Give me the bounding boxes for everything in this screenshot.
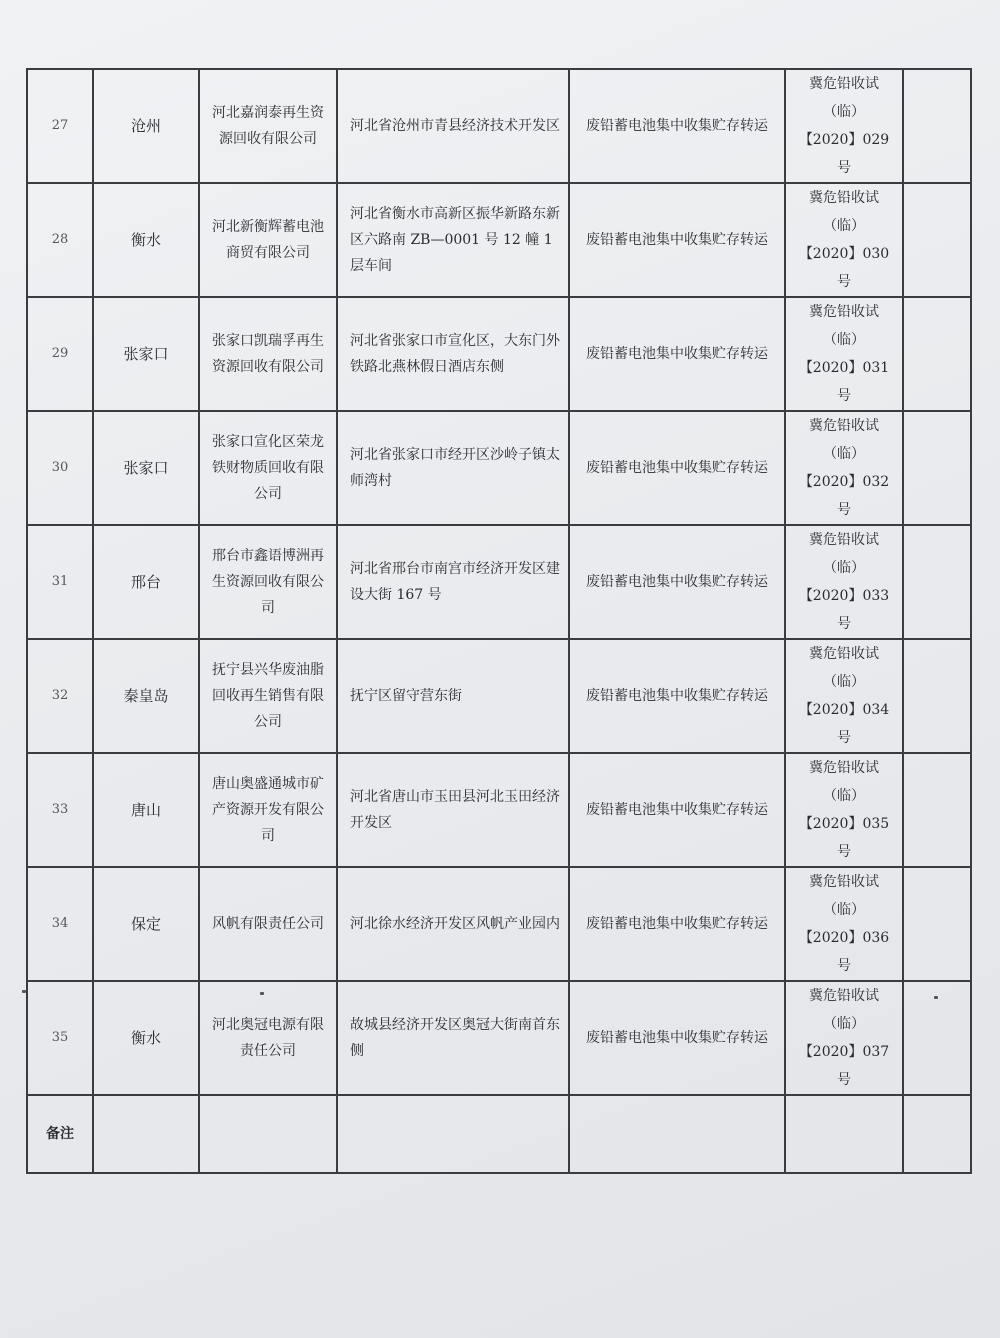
- permit-line-2: 【2020】034 号: [798, 702, 890, 746]
- remark-cell: [337, 1095, 569, 1173]
- permit-line-1: 冀危铅收试（临）: [809, 532, 879, 576]
- row-city: 沧州: [93, 69, 199, 183]
- row-address: 河北省衡水市高新区振华新路东新区六路南 ZB—0001 号 12 幢 1 层车间: [337, 183, 569, 297]
- permit-line-1: 冀危铅收试（临）: [809, 190, 879, 234]
- paper-speck: [934, 996, 938, 999]
- row-scope: 废铅蓄电池集中收集贮存转运: [569, 183, 785, 297]
- permit-line-1: 冀危铅收试（临）: [809, 76, 879, 120]
- row-city: 衡水: [93, 981, 199, 1095]
- row-permit: [785, 867, 903, 981]
- row-address: 河北省邢台市南宫市经济开发区建设大街 167 号: [337, 525, 569, 639]
- table-row: [27, 867, 971, 981]
- row-address: 河北省沧州市青县经济技术开发区: [337, 69, 569, 183]
- row-company: 风帆有限责任公司: [199, 867, 337, 981]
- row-permit: [785, 639, 903, 753]
- row-blank-cell: [903, 69, 971, 183]
- row-company: 张家口宣化区荣龙铁财物质回收有限公司: [199, 411, 337, 525]
- row-number: 34: [27, 867, 93, 981]
- row-city: 保定: [93, 867, 199, 981]
- table-row: [27, 525, 971, 639]
- row-scope: 废铅蓄电池集中收集贮存转运: [569, 867, 785, 981]
- row-scope: 废铅蓄电池集中收集贮存转运: [569, 297, 785, 411]
- row-address: 河北省张家口市经开区沙岭子镇太师湾村: [337, 411, 569, 525]
- row-city: 张家口: [93, 411, 199, 525]
- row-scope: 废铅蓄电池集中收集贮存转运: [569, 981, 785, 1095]
- row-scope: 废铅蓄电池集中收集贮存转运: [569, 525, 785, 639]
- row-number: 28: [27, 183, 93, 297]
- permit-line-2: 【2020】033 号: [798, 588, 890, 632]
- row-scope: 废铅蓄电池集中收集贮存转运: [569, 639, 785, 753]
- table-row: [27, 183, 971, 297]
- row-permit: [785, 981, 903, 1095]
- row-city: 唐山: [93, 753, 199, 867]
- row-city: 邢台: [93, 525, 199, 639]
- row-permit: [785, 183, 903, 297]
- row-scope: 废铅蓄电池集中收集贮存转运: [569, 411, 785, 525]
- row-company: 唐山奥盛通城市矿产资源开发有限公司: [199, 753, 337, 867]
- permit-line-1: 冀危铅收试（临）: [809, 988, 879, 1032]
- row-number: 29: [27, 297, 93, 411]
- table-row: [27, 297, 971, 411]
- permit-line-2: 【2020】036 号: [798, 930, 890, 974]
- table-row: [27, 639, 971, 753]
- row-company: 抚宁县兴华废油脂回收再生销售有限公司: [199, 639, 337, 753]
- row-permit: [785, 411, 903, 525]
- row-address: 河北省唐山市玉田县河北玉田经济开发区: [337, 753, 569, 867]
- row-blank-cell: [903, 297, 971, 411]
- row-scope: 废铅蓄电池集中收集贮存转运: [569, 69, 785, 183]
- row-permit: [785, 525, 903, 639]
- row-company: 张家口凯瑞孚再生资源回收有限公司: [199, 297, 337, 411]
- row-company: 河北奥冠电源有限责任公司: [199, 981, 337, 1095]
- permit-line-1: 冀危铅收试（临）: [809, 646, 879, 690]
- permit-line-2: 【2020】029 号: [798, 132, 890, 176]
- row-number: 31: [27, 525, 93, 639]
- row-address: 河北徐水经济开发区风帆产业园内: [337, 867, 569, 981]
- permit-line-1: 冀危铅收试（临）: [809, 874, 879, 918]
- row-blank-cell: [903, 639, 971, 753]
- table-row: [27, 981, 971, 1095]
- table-row: [27, 69, 971, 183]
- table-row: [27, 753, 971, 867]
- paper-speck: [260, 992, 264, 995]
- remark-cell: [569, 1095, 785, 1173]
- permit-line-1: 冀危铅收试（临）: [809, 418, 879, 462]
- permit-line-2: 【2020】035 号: [798, 816, 890, 860]
- row-number: 32: [27, 639, 93, 753]
- row-number: 27: [27, 69, 93, 183]
- remark-cell: [199, 1095, 337, 1173]
- row-address: 抚宁区留守营东街: [337, 639, 569, 753]
- row-permit: [785, 297, 903, 411]
- permit-line-1: 冀危铅收试（临）: [809, 760, 879, 804]
- paper-speck: [22, 990, 26, 993]
- row-blank-cell: [903, 753, 971, 867]
- permit-line-2: 【2020】032 号: [798, 474, 890, 518]
- row-blank-cell: [903, 411, 971, 525]
- row-blank-cell: [903, 183, 971, 297]
- row-permit: [785, 69, 903, 183]
- permit-line-2: 【2020】031 号: [798, 360, 890, 404]
- row-company: 河北嘉润泰再生资源回收有限公司: [199, 69, 337, 183]
- remark-cell: [785, 1095, 903, 1173]
- row-city: 张家口: [93, 297, 199, 411]
- row-number: 30: [27, 411, 93, 525]
- remark-cell: [903, 1095, 971, 1173]
- row-city: 衡水: [93, 183, 199, 297]
- row-number: 35: [27, 981, 93, 1095]
- row-blank-cell: [903, 867, 971, 981]
- row-permit: [785, 753, 903, 867]
- row-company: 河北新衡辉蓄电池商贸有限公司: [199, 183, 337, 297]
- row-address: 河北省张家口市宣化区，大东门外铁路北燕林假日酒店东侧: [337, 297, 569, 411]
- row-blank-cell: [903, 525, 971, 639]
- row-city: 秦皇岛: [93, 639, 199, 753]
- remark-row: [27, 1095, 971, 1173]
- row-scope: 废铅蓄电池集中收集贮存转运: [569, 753, 785, 867]
- row-address: 故城县经济开发区奥冠大街南首东侧: [337, 981, 569, 1095]
- permit-line-1: 冀危铅收试（临）: [809, 304, 879, 348]
- row-company: 邢台市鑫语博洲再生资源回收有限公司: [199, 525, 337, 639]
- row-number: 33: [27, 753, 93, 867]
- table-row: [27, 411, 971, 525]
- permit-line-2: 【2020】037 号: [798, 1044, 890, 1088]
- permit-line-2: 【2020】030 号: [798, 246, 890, 290]
- remark-cell: [93, 1095, 199, 1173]
- remark-label: 备注: [27, 1095, 93, 1173]
- facility-list-table: [26, 68, 972, 1174]
